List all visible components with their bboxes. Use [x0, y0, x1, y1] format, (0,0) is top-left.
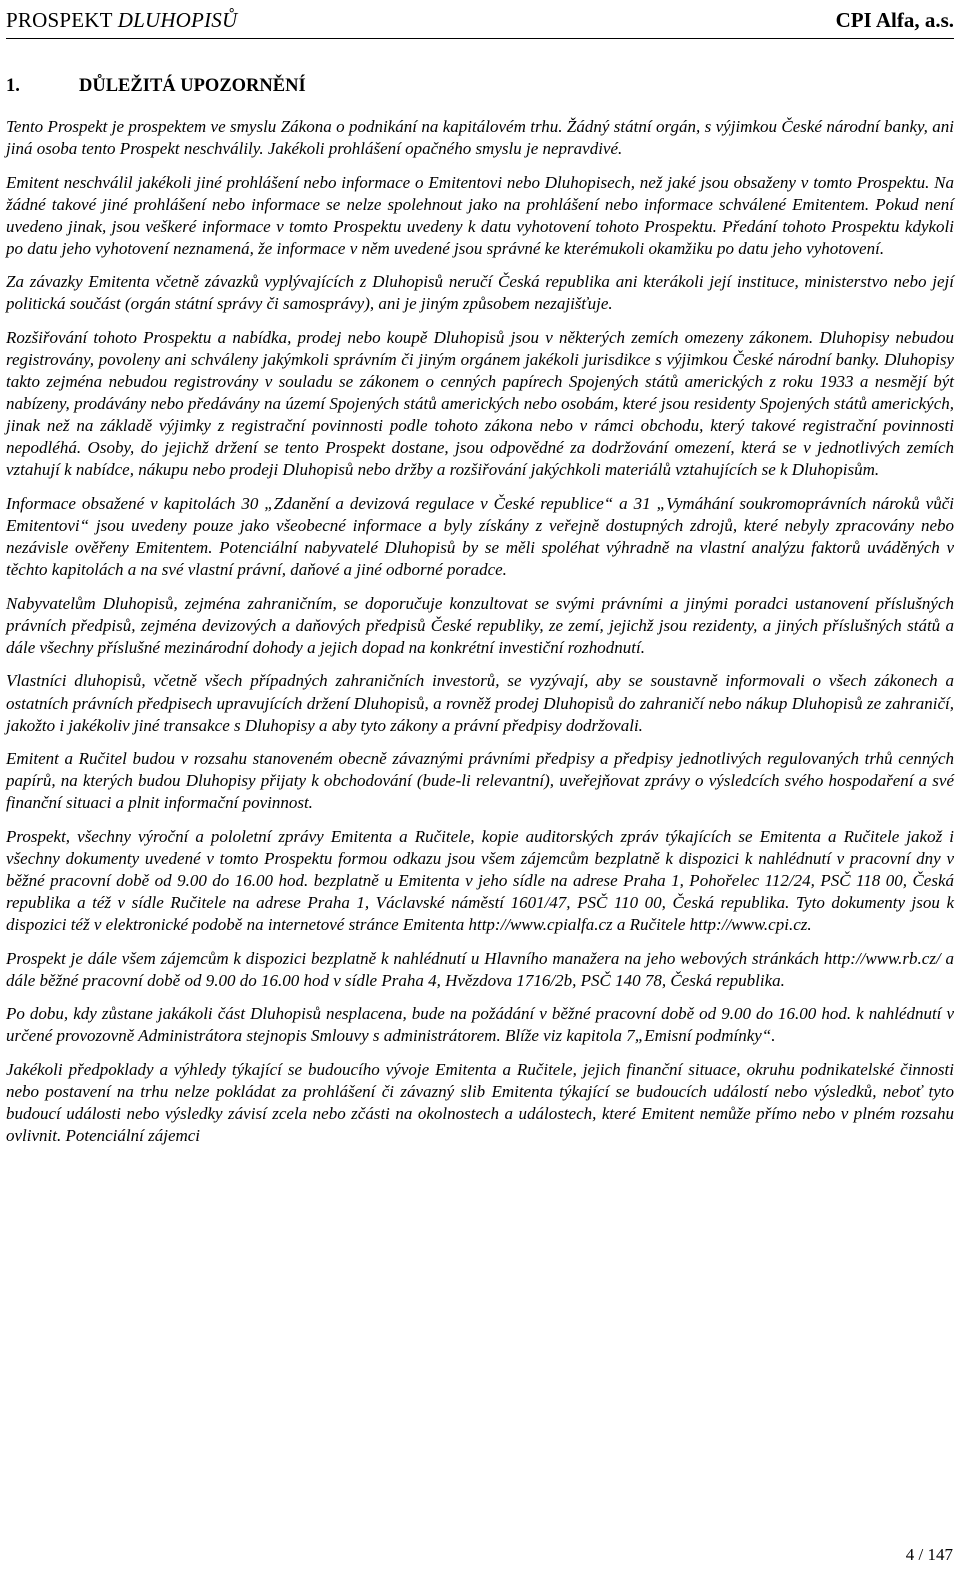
- paragraph-11: Po dobu, kdy zůstane jakákoli část Dluhopisů nesplacena, bude na požádání v běžné pracovní době od 9.00 do 16.00 hod. k nahlédnutí v určené provozovně Administrátora stejnopis Smlouvy s administrátorem. Blíže viz kapitola 7„Emisní podmínky“.: [6, 1004, 954, 1046]
- paragraph-5: Informace obsažené v kapitolách 30 „Zdanění a devizová regulace v České republice“ a 31 „Vymáhání soukromoprávních nároků vůči Emitentovi“ jsou uvedeny pouze jako všeobecné informace a byly získány z veřejně dostupných zdrojů, které nebyly zpracovány nebo nezávisle ověřeny Emitentem. Potenciální nabyvatelé Dluhopisů by se měli spoléhat výhradně na vlastní analýzu faktorů uváděných v těchto kapitolách a na své vlastní právní, daňové a jiné odborné poradce.: [6, 493, 954, 580]
- document-title-prefix: PROSPEKT: [6, 8, 118, 32]
- company-name: CPI Alfa, a.s.: [835, 8, 954, 32]
- paragraph-8: Emitent a Ručitel budou v rozsahu stanoveném obecně závaznými právními předpisy a předpisy jednotlivých regulovaných trhů cenných papírů, na kterých budou Dluhopisy přijaty k obchodování (bude-li relevantní), uveřejňovat zprávy o výsledcích svého hospodaření a své finanční situaci a plnit informační povinnost.: [6, 749, 954, 813]
- page-header: [6, 4, 954, 39]
- section-heading: [6, 76, 306, 97]
- document-title: [6, 8, 237, 33]
- paragraph-2: Emitent neschválil jakékoli jiné prohlášení nebo informace o Emitentovi nebo Dluhopisech, než jaké jsou obsaženy v tomto Prospektu. Na žádné takové jiné prohlášení nebo informace se nelze spolehnout jako na prohlášení nebo informace schválené Emitentem. Pokud není uvedeno jinak, jsou veškeré informace v tomto Prospektu uvedeny k datu vyhotovení tohoto Prospektu. Předání tohoto Prospektu kdykoli po datu jeho vyhotovení neznamená, že informace v něm uvedené jsou správné ke kterémukoli okamžiku po datu jeho vyhotovení.: [6, 172, 954, 258]
- document-body: [6, 116, 954, 1159]
- section-number: 1.: [6, 76, 20, 96]
- paragraph-9: Prospekt, všechny výroční a pololetní zprávy Emitenta a Ručitele, kopie auditorských zpráv týkajících se Emitenta a Ručitele jakož i všechny dokumenty uvedené v tomto Prospektu formou odkazu jsou všem zájemcům bezplatně k dispozici k nahlédnutí v pracovní dny v běžné pracovní době od 9.00 do 16.00 hod. bezplatně u Emitenta v jeho sídle na adrese Praha 1, Pohořelec 112/24, PSČ 118 00, Česká republika a též v sídle Ručitele na adrese Praha 1, Václavské náměstí 1601/47, PSČ 110 00, Česká republika. Tyto dokumenty jsou k dispozici též v elektronické podobě na internetové stránce Emitenta http://www.cpialfa.cz a Ručitele http://www.cpi.cz.: [6, 826, 954, 935]
- paragraph-12: Jakékoli předpoklady a výhledy týkající se budoucího vývoje Emitenta a Ručitele, jejich finanční situace, okruhu podnikatelské činnosti nebo postavení na trhu nelze pokládat za prohlášení či závazný slib Emitenta týkající se budoucích událostí nebo výsledků, neboť tyto budoucí události nebo výsledky závisí zcela nebo zčásti na okolnostech a událostech, které Emitent nemůže přímo nebo v plném rozsahu ovlivnit. Potenciální zájemci: [6, 1059, 954, 1146]
- document-title-suffix: DLUHOPISŮ: [117, 8, 238, 32]
- paragraph-3: Za závazky Emitenta včetně závazků vyplývajících z Dluhopisů neručí Česká republika ani kterákoli její instituce, ministerstvo nebo její politická součást (orgán státní správy či samosprávy), ani je jiným způsobem nezajišťuje.: [6, 272, 954, 314]
- paragraph-1: Tento Prospekt je prospektem ve smyslu Zákona o podnikání na kapitálovém trhu. Žádný státní orgán, s výjimkou České národní banky, ani jiná osoba tento Prospekt neschválily. Jakékoli prohlášení opačného smyslu je nepravdivé.: [6, 117, 954, 159]
- paragraph-6: Nabyvatelům Dluhopisů, zejména zahraničním, se doporučuje konzultovat se svými právními a jinými poradci ustanovení příslušných právních předpisů, zejména devizových a daňových předpisů České republiky, ze zemí, jejichž jsou rezidenty, a jiných příslušných států a dále všechny příslušné mezinárodní dohody a jejich dopad na konkrétní investiční rozhodnutí.: [6, 593, 954, 657]
- page-number: 4 / 147: [905, 1545, 953, 1564]
- paragraph-10: Prospekt je dále všem zájemcům k dispozici bezplatně k nahlédnutí u Hlavního manažera na jeho webových stránkách http://www.rb.cz/ a dále běžné pracovní době od 9.00 do 16.00 hod v sídle Praha 4, Hvězdova 1716/2b, PSČ 140 78, Česká republika.: [6, 948, 954, 990]
- paragraph-7: Vlastníci dluhopisů, včetně všech případných zahraničních investorů, se vyzývají, aby se soustavně informovali o všech zákonech a ostatních právních předpisech upravujících držení Dluhopisů, a rovněž prodej Dluhopisů do zahraničí nebo nákup Dluhopisů ze zahraničí, jakožto i jakékoliv jiné transakce s Dluhopisy a aby tyto zákony a právní předpisy dodržovali.: [6, 671, 954, 735]
- section-title: DŮLEŽITÁ UPOZORNĚNÍ: [79, 76, 306, 96]
- paragraph-4: Rozšiřování tohoto Prospektu a nabídka, prodej nebo koupě Dluhopisů jsou v některých zemích omezeny zákonem. Dluhopisy nebudou registrovány, povoleny ani schváleny jakýmkoli správním či jiným orgánem jakékoli jurisdikce s výjimkou České národní banky. Dluhopisy takto zejména nebudou registrovány v souladu se zákonem o cenných papírech Spojených států amerických z roku 1933 a nesmějí být nabízeny, prodávány nebo předávány na území Spojených států amerických nebo osobám, které jsou residenty Spojených států amerických, jinak než na základě výjimky z registrační povinnosti podle tohoto zákona nebo v rámci obchodu, který takové registrační povinnosti nepodléhá. Osoby, do jejichž držení se tento Prospekt dostane, jsou odpovědné za dodržování omezení, která se v jednotlivých zemích vztahují k nabídce, nákupu nebo prodeji Dluhopisů nebo držby a rozšiřování jakýchkoli materiálů vztahujících se k Dluhopisům.: [6, 327, 954, 480]
